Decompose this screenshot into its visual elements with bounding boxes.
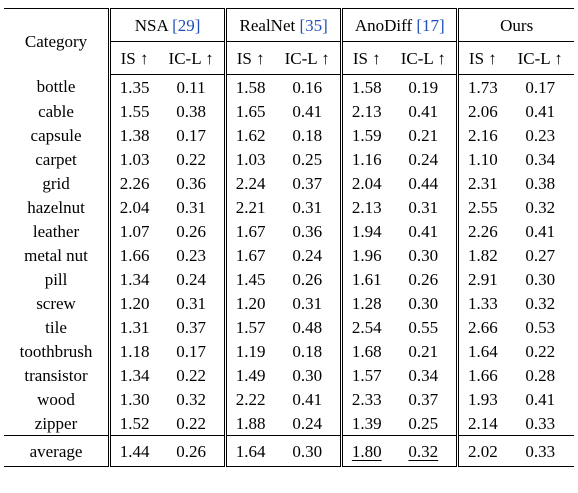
cell-value: 1.34 — [110, 363, 159, 387]
cell-value: 1.39 — [342, 411, 391, 436]
cell-value: 0.17 — [525, 77, 556, 97]
table-row — [4, 267, 574, 291]
table-row — [4, 411, 574, 436]
cell-value: 1.49 — [226, 363, 275, 387]
cell-value: 0.41 — [408, 221, 439, 241]
cell-value: 0.53 — [525, 317, 556, 337]
table-row — [4, 315, 574, 339]
cell-value: 0.18 — [292, 125, 323, 145]
cell-value: 0.55 — [408, 317, 439, 337]
cell-value: 0.48 — [292, 317, 323, 337]
cell-value: 2.14 — [458, 411, 507, 436]
row-category: screw — [36, 293, 76, 313]
cell-value: 0.31 — [176, 293, 206, 313]
cell-value: 0.36 — [176, 173, 206, 193]
metric-is: IS ↑ — [458, 42, 507, 75]
cell-value: 2.13 — [342, 99, 391, 123]
cell-value: 2.04 — [342, 171, 391, 195]
cell-value: 1.35 — [110, 75, 159, 100]
cell-value: 1.68 — [342, 339, 391, 363]
citation: [35] — [299, 15, 328, 35]
cell-value: 1.82 — [458, 243, 507, 267]
cell-value: 1.03 — [110, 147, 159, 171]
cell-value — [390, 436, 458, 467]
cell-value: 0.37 — [292, 173, 323, 193]
cell-value: 0.41 — [292, 389, 323, 409]
table-row — [4, 99, 574, 123]
cell-value: 2.13 — [342, 195, 391, 219]
cell-value: 0.41 — [525, 389, 556, 409]
group-header-anodiff: AnoDiff [17] — [342, 9, 458, 42]
cell-value: 0.34 — [408, 365, 439, 385]
row-category: metal nut — [24, 245, 88, 265]
cell-value: 2.04 — [110, 195, 159, 219]
cell-value: 1.55 — [110, 99, 159, 123]
cell-value: 0.33 — [525, 413, 556, 433]
cell-value: 1.10 — [458, 147, 507, 171]
cell-value: 1.58 — [226, 75, 275, 100]
metric-is: IS ↑ — [342, 42, 391, 75]
cell-value: 1.65 — [226, 99, 275, 123]
cell-value: 1.94 — [342, 219, 391, 243]
cell-value: 1.28 — [342, 291, 391, 315]
cell-value: 0.22 — [176, 365, 206, 385]
cell-value: 2.26 — [110, 171, 159, 195]
cell-value: 2.24 — [226, 171, 275, 195]
cell-value: 1.96 — [342, 243, 391, 267]
cell-value: 1.64 — [226, 436, 275, 467]
cell-value: 0.24 — [292, 413, 323, 433]
cell-value: 1.38 — [110, 123, 159, 147]
cell-value: 2.31 — [458, 171, 507, 195]
row-category: carpet — [35, 149, 77, 169]
cell-value: 0.31 — [292, 293, 323, 313]
cell-value: 0.38 — [525, 173, 556, 193]
cell-value: 0.24 — [176, 269, 206, 289]
group-header-ours: Ours — [458, 9, 574, 42]
category-header: Category — [4, 9, 110, 75]
cell-value: 0.32 — [525, 293, 556, 313]
row-category: grid — [42, 173, 70, 193]
row-category: pill — [44, 269, 68, 289]
metric-icl: IC-L ↑ — [506, 42, 574, 75]
table-body — [4, 75, 574, 436]
cell-value: 1.88 — [226, 411, 275, 436]
citation: [17] — [416, 15, 445, 35]
cell-value: 1.57 — [226, 315, 275, 339]
cell-value: 0.30 — [408, 293, 439, 313]
group-header-row — [4, 9, 574, 42]
cell-value: 0.36 — [292, 221, 323, 241]
cell-value: 2.06 — [458, 99, 507, 123]
cell-value: 1.73 — [458, 75, 507, 100]
cell-value: 1.64 — [458, 339, 507, 363]
cell-value: 1.66 — [458, 363, 507, 387]
cell-value: 0.19 — [408, 77, 439, 97]
row-category: leather — [32, 221, 80, 241]
metric-is: IS ↑ — [110, 42, 159, 75]
row-category: average — [4, 436, 110, 467]
cell-value: 0.30 — [274, 436, 342, 467]
row-category: wood — [37, 389, 75, 409]
cell-value: 2.26 — [458, 219, 507, 243]
cell-value: 0.21 — [408, 341, 439, 361]
cell-value: 0.23 — [525, 125, 556, 145]
cell-value: 0.24 — [292, 245, 323, 265]
cell-value: 0.33 — [506, 436, 574, 467]
cell-value: 0.41 — [292, 101, 323, 121]
cell-value: 1.19 — [226, 339, 275, 363]
cell-value: 0.26 — [292, 269, 323, 289]
cell-value: 0.41 — [525, 221, 556, 241]
underlined-value: 1.80 — [351, 441, 382, 461]
cell-value: 0.31 — [408, 197, 439, 217]
cell-value: 1.52 — [110, 411, 159, 436]
row-category: cable — [38, 101, 74, 121]
cell-value: 1.62 — [226, 123, 275, 147]
cell-value: 1.59 — [342, 123, 391, 147]
cell-value: 1.61 — [342, 267, 391, 291]
cell-value: 1.66 — [110, 243, 159, 267]
cell-value: 1.31 — [110, 315, 159, 339]
row-category: capsule — [30, 125, 82, 145]
cell-value: 0.24 — [408, 149, 439, 169]
cell-value: 0.22 — [176, 149, 206, 169]
cell-value: 1.18 — [110, 339, 159, 363]
cell-value: 0.26 — [176, 221, 206, 241]
average-row — [4, 436, 574, 467]
group-header-nsa: NSA [29] — [110, 9, 226, 42]
cell-value: 1.58 — [342, 75, 391, 100]
table-row — [4, 195, 574, 219]
cell-value: 0.41 — [525, 101, 556, 121]
cell-value: 0.21 — [408, 125, 439, 145]
cell-value — [342, 436, 391, 467]
cell-value: 0.18 — [292, 341, 323, 361]
cell-value: 0.28 — [525, 365, 556, 385]
cell-value: 1.20 — [226, 291, 275, 315]
group-header-realnet: RealNet [35] — [226, 9, 342, 42]
cell-value: 0.38 — [176, 101, 206, 121]
cell-value: 2.22 — [226, 387, 275, 411]
table-row — [4, 387, 574, 411]
cell-value: 0.25 — [292, 149, 323, 169]
table-row — [4, 219, 574, 243]
cell-value: 2.33 — [342, 387, 391, 411]
cell-value: 2.16 — [458, 123, 507, 147]
cell-value: 1.03 — [226, 147, 275, 171]
row-category: hazelnut — [27, 197, 85, 217]
row-category: tile — [45, 317, 67, 337]
table-row — [4, 291, 574, 315]
cell-value: 2.55 — [458, 195, 507, 219]
cell-value: 0.41 — [408, 101, 439, 121]
cell-value: 1.07 — [110, 219, 159, 243]
cell-value: 0.26 — [408, 269, 439, 289]
cell-value: 2.21 — [226, 195, 275, 219]
cell-value: 2.54 — [342, 315, 391, 339]
cell-value: 1.34 — [110, 267, 159, 291]
cell-value: 0.31 — [176, 197, 206, 217]
cell-value: 0.17 — [176, 125, 206, 145]
metric-icl: IC-L ↑ — [274, 42, 342, 75]
row-category: bottle — [36, 77, 76, 97]
table-row — [4, 243, 574, 267]
cell-value: 1.57 — [342, 363, 391, 387]
results-table — [4, 8, 574, 467]
cell-value: 0.11 — [176, 77, 206, 97]
table-row — [4, 339, 574, 363]
cell-value: 0.32 — [176, 389, 206, 409]
underlined-value: 0.32 — [408, 441, 439, 461]
cell-value: 1.16 — [342, 147, 391, 171]
cell-value: 1.44 — [110, 436, 159, 467]
cell-value: 1.20 — [110, 291, 159, 315]
cell-value: 0.27 — [525, 245, 556, 265]
cell-value: 0.17 — [176, 341, 206, 361]
cell-value: 0.37 — [408, 389, 439, 409]
cell-value: 0.37 — [176, 317, 206, 337]
cell-value: 0.22 — [176, 413, 206, 433]
cell-value: 0.44 — [408, 173, 439, 193]
row-category: toothbrush — [19, 341, 93, 361]
cell-value: 0.32 — [525, 197, 556, 217]
cell-value: 0.31 — [292, 197, 323, 217]
table-row — [4, 147, 574, 171]
metric-icl: IC-L ↑ — [158, 42, 226, 75]
cell-value: 0.30 — [408, 245, 439, 265]
table-row — [4, 363, 574, 387]
metric-icl: IC-L ↑ — [390, 42, 458, 75]
table-row — [4, 171, 574, 195]
row-category: transistor — [24, 365, 88, 385]
cell-value: 2.02 — [458, 436, 507, 467]
row-category: zipper — [34, 413, 78, 433]
cell-value: 2.91 — [458, 267, 507, 291]
cell-value: 0.30 — [525, 269, 556, 289]
cell-value: 2.66 — [458, 315, 507, 339]
cell-value: 0.23 — [176, 245, 206, 265]
cell-value: 1.93 — [458, 387, 507, 411]
cell-value: 0.16 — [292, 77, 323, 97]
table-row — [4, 123, 574, 147]
table-row — [4, 75, 574, 100]
cell-value: 0.22 — [525, 341, 556, 361]
cell-value: 0.26 — [158, 436, 226, 467]
cell-value: 1.30 — [110, 387, 159, 411]
citation: [29] — [172, 15, 201, 35]
cell-value: 0.30 — [292, 365, 323, 385]
cell-value: 1.67 — [226, 243, 275, 267]
cell-value: 1.33 — [458, 291, 507, 315]
cell-value: 0.34 — [525, 149, 556, 169]
cell-value: 0.25 — [408, 413, 439, 433]
metric-is: IS ↑ — [226, 42, 275, 75]
cell-value: 1.67 — [226, 219, 275, 243]
cell-value: 1.45 — [226, 267, 275, 291]
